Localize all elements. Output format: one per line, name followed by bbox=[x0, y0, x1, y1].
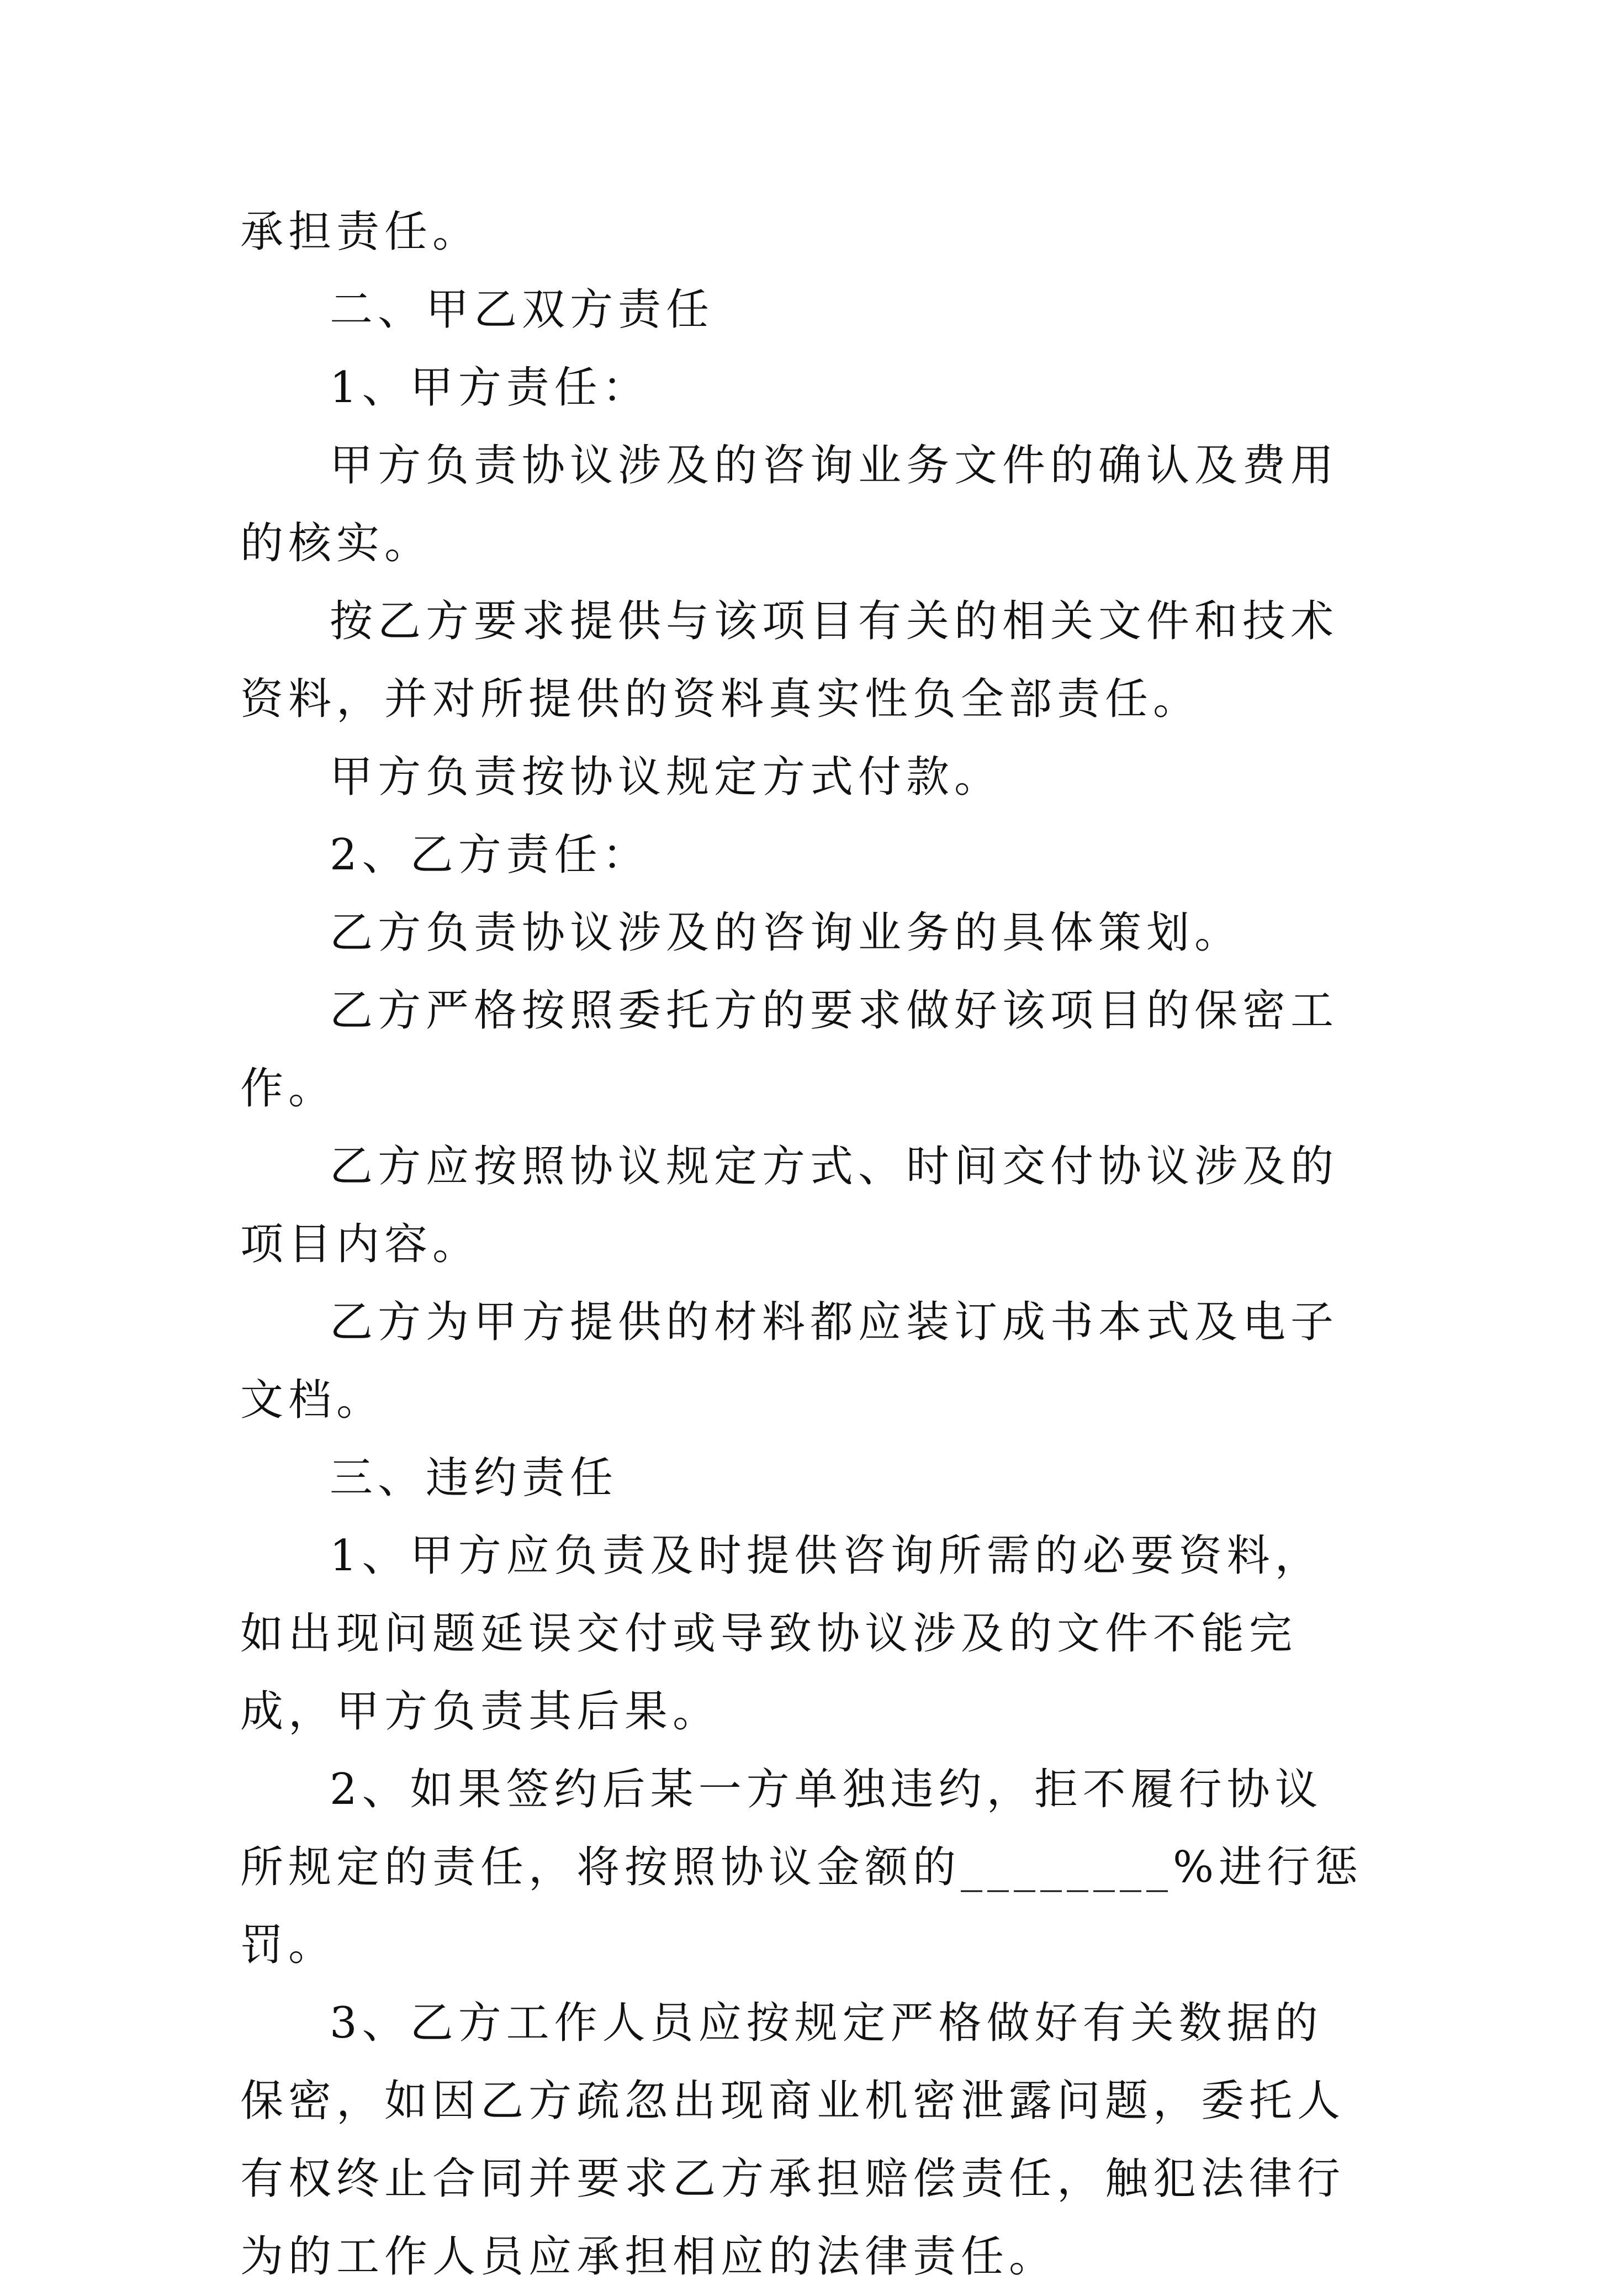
paragraph-9: 乙方严格按照委托方的要求做好该项目的保密工作。 bbox=[240, 986, 1339, 1113]
paragraph-13: 1、甲方应负责及时提供咨询所需的必要资料，如出现问题延误交付或导致协议涉及的文件不能完成，甲方负责其后果。 bbox=[240, 1531, 1323, 1736]
paragraph-8: 乙方负责协议涉及的咨询业务的具体策划。 bbox=[330, 908, 1243, 958]
paragraph-1: 承担责任。 bbox=[240, 207, 481, 257]
subheading-party-a: 1、甲方责任： bbox=[330, 363, 650, 413]
paragraph-6: 甲方负责按协议规定方式付款。 bbox=[330, 752, 1003, 802]
paragraph-10: 乙方应按照协议规定方式、时间交付协议涉及的项目内容。 bbox=[240, 1142, 1339, 1269]
section-heading-3: 三、违约责任 bbox=[330, 1453, 618, 1503]
paragraph-14: 2、如果签约后某一方单独违约，拒不履行协议所规定的责任，将按照协议金额的________%进行惩罚。 bbox=[240, 1765, 1363, 1970]
paragraph-15: 3、乙方工作人员应按规定严格做好有关数据的保密，如因乙方疏忽出现商业机密泄露问题，委托人有权终止合同并要求乙方承担赔偿责任，触犯法律行为的工作人员应承担相应的法律责任。 bbox=[240, 1998, 1346, 2282]
paragraph-4: 甲方负责协议涉及的咨询业务文件的确认及费用的核实。 bbox=[240, 441, 1339, 568]
document-body bbox=[240, 193, 1367, 2296]
paragraph-11: 乙方为甲方提供的材料都应装订成书本式及电子文档。 bbox=[240, 1297, 1339, 1425]
paragraph-5: 按乙方要求提供与该项目有关的相关文件和技术资料，并对所提供的资料真实性负全部责任。 bbox=[240, 597, 1339, 724]
subheading-party-b: 2、乙方责任： bbox=[330, 830, 650, 880]
section-heading-2: 二、甲乙双方责任 bbox=[330, 285, 715, 335]
